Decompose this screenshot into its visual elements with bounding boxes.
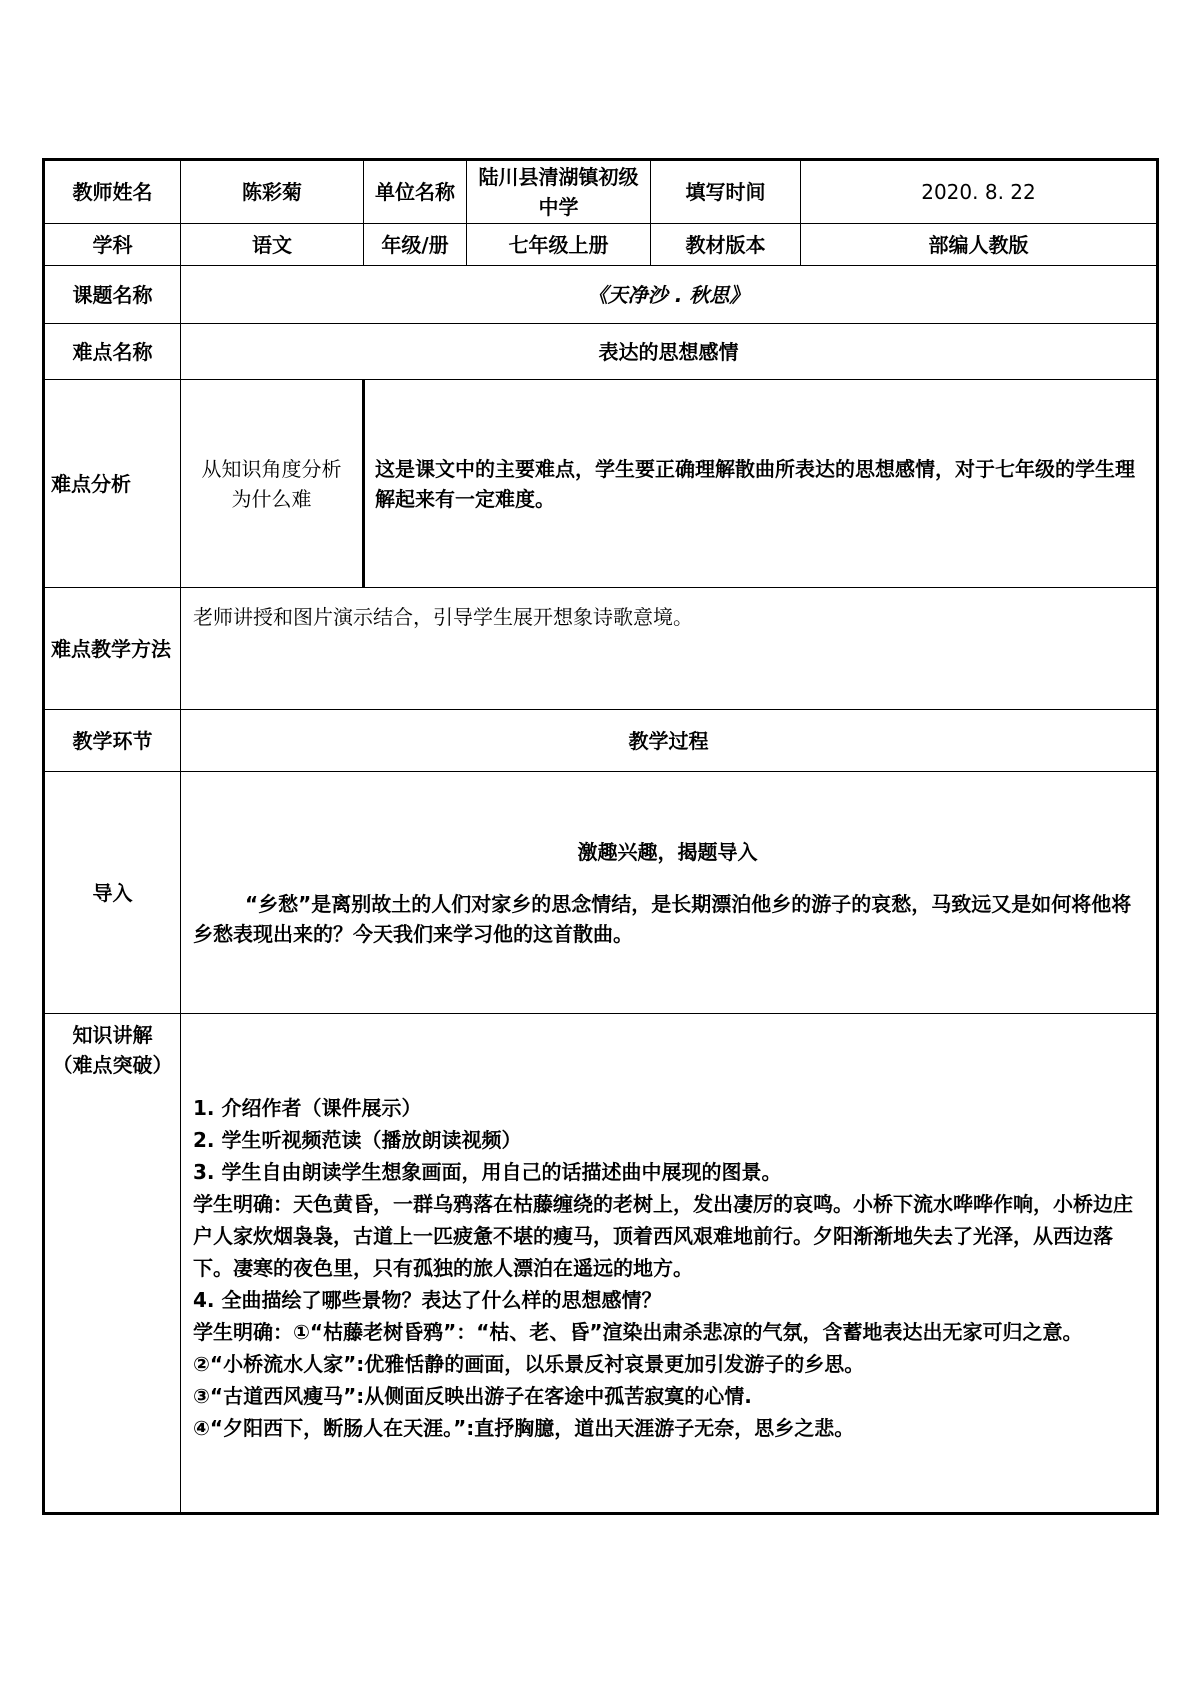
grade-value: 七年级上册	[467, 224, 651, 266]
teacher-label: 教师姓名	[44, 160, 181, 224]
date-label: 填写时间	[651, 160, 801, 224]
subject-label: 学科	[44, 224, 181, 266]
method-content: 老师讲授和图片演示结合，引导学生展开想象诗歌意境。	[181, 588, 1158, 710]
knowledge-content	[181, 1014, 1158, 1514]
process-step-label: 教学环节	[44, 710, 181, 772]
list-item: 4. 全曲描绘了哪些景物？表达了什么样的思想感情？	[193, 1288, 662, 1312]
list-item: 3. 学生自由朗读学生想象画面，用自己的话描述曲中展现的图景。	[193, 1160, 782, 1184]
knowledge-label-line2: （难点突破）	[52, 1053, 173, 1077]
method-row	[44, 588, 1158, 710]
process-header-row	[44, 710, 1158, 772]
analysis-row	[44, 380, 1158, 588]
list-item: 学生明确：天色黄昏，一群乌鸦落在枯藤缠绕的老树上，发出凄厉的哀鸣。小桥下流水哗哗作响，小桥边庄户人家炊烟袅袅，古道上一匹疲惫不堪的瘦马，顶着西风艰难地前行。夕阳渐渐地失去了光泽，从西边落下。凄寒的夜色里，只有孤独的旅人漂泊在遥远的地方。	[193, 1192, 1133, 1280]
difficulty-value: 表达的思想感情	[181, 324, 1158, 380]
difficulty-label: 难点名称	[44, 324, 181, 380]
process-content-label: 教学过程	[181, 710, 1158, 772]
lesson-plan-table	[42, 158, 1159, 1515]
edition-label: 教材版本	[651, 224, 801, 266]
teacher-name: 陈彩菊	[181, 160, 364, 224]
intro-title: 激趣兴趣，揭题导入	[577, 839, 758, 864]
topic-value: 《天净沙 . 秋思》	[181, 266, 1158, 324]
unit-name: 陆川县清湖镇初级中学	[467, 160, 651, 224]
intro-label: 导入	[44, 772, 181, 1014]
subject-value: 语文	[181, 224, 364, 266]
difficulty-row	[44, 324, 1158, 380]
intro-row	[44, 772, 1158, 1014]
topic-row	[44, 266, 1158, 324]
list-item: ③“古道西风瘦马”:从侧面反映出游子在客途中孤苦寂寞的心情.	[193, 1384, 752, 1408]
knowledge-row	[44, 1014, 1158, 1514]
analysis-content: 这是课文中的主要难点，学生要正确理解散曲所表达的思想感情，对于七年级的学生理解起来有一定难度。	[364, 380, 1158, 588]
unit-label: 单位名称	[364, 160, 467, 224]
intro-cell	[181, 772, 1158, 1014]
topic-label: 课题名称	[44, 266, 181, 324]
knowledge-label	[44, 1014, 181, 1514]
info-row-2	[44, 224, 1158, 266]
list-item: 2. 学生听视频范读（播放朗读视频）	[193, 1128, 522, 1152]
intro-content: “乡愁”是离别故土的人们对家乡的思念情结，是长期漂泊他乡的游子的哀愁，马致远又是如何将他将乡愁表现出来的？今天我们来学习他的这首散曲。	[193, 891, 1132, 946]
analysis-label: 难点分析	[44, 380, 181, 588]
info-row-1	[44, 160, 1158, 224]
grade-label: 年级/册	[364, 224, 467, 266]
date-value: 2020. 8. 22	[801, 160, 1158, 224]
list-item: ④“夕阳西下，断肠人在天涯。”:直抒胸臆，道出天涯游子无奈，思乡之悲。	[193, 1416, 855, 1440]
method-label: 难点教学方法	[44, 588, 181, 710]
analysis-sub-label: 从知识角度分析为什么难	[181, 380, 364, 588]
knowledge-label-line1: 知识讲解	[72, 1023, 153, 1047]
list-item: ②“小桥流水人家”:优雅恬静的画面，以乐景反衬哀景更加引发游子的乡思。	[193, 1352, 865, 1376]
list-item: 学生明确：①“枯藤老树昏鸦”：“枯、老、昏”渲染出肃杀悲凉的气氛，含蓄地表达出无家可归之意。	[193, 1320, 1083, 1344]
list-item: 1. 介绍作者（课件展示）	[193, 1096, 422, 1120]
edition-value: 部编人教版	[801, 224, 1158, 266]
